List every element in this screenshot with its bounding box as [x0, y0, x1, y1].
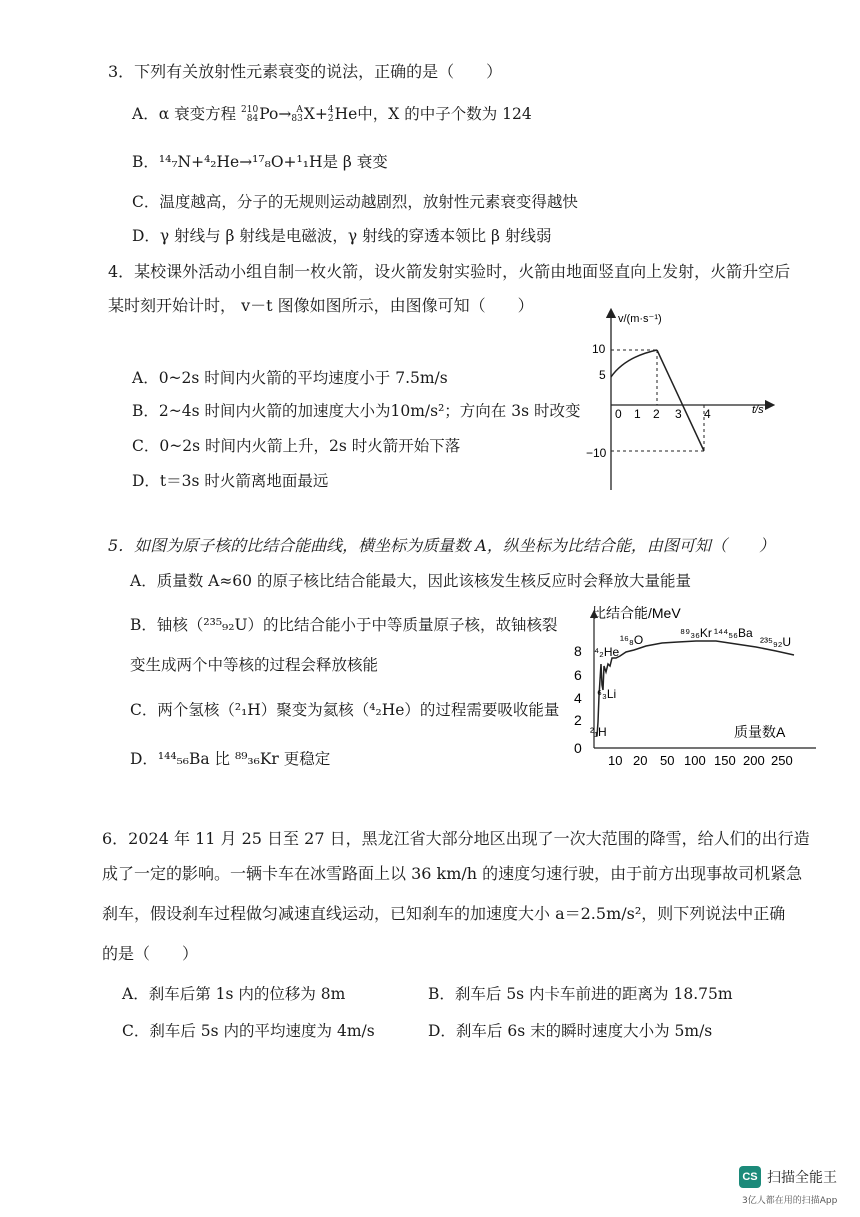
q6-stem-line1: 6．2024 年 11 月 25 日至 27 日，黑龙江省大部分地区出现了一次大范围的降雪，给人们的出行造 — [102, 829, 810, 848]
be-label-u: ²³⁵₉₂U — [760, 635, 792, 649]
q3-option-a: A．α 衰变方程 210 84 Po→ A 83 X+ 4 2 He中，X 的中子个数为 124 — [132, 105, 532, 124]
be-ylabel: 比结合能/MeV — [592, 605, 681, 621]
vt-xtick-1: 1 — [634, 407, 641, 421]
be-label-li: ⁶₃Li — [597, 687, 617, 701]
q6-option-d: D．刹车后 6s 末的瞬时速度大小为 5m/s — [428, 1022, 713, 1040]
q4-option-b: B．2~4s 时间内火箭的加速度大小为10m/s²；方向在 3s 时改变 — [132, 402, 581, 420]
be-ytick-8: 8 — [574, 643, 582, 659]
camscanner-logo-icon: CS — [739, 1166, 761, 1188]
be-xtick-200: 200 — [743, 753, 765, 768]
q3-option-d: D．γ 射线与 β 射线是电磁波，γ 射线的穿透本领比 β 射线弱 — [132, 227, 552, 245]
vt-xtick-0: 0 — [615, 407, 622, 421]
be-ytick-6: 6 — [574, 667, 582, 683]
q3-option-c: C．温度越高，分子的无规则运动越剧烈，放射性元素衰变得越快 — [132, 193, 578, 211]
be-label-o: ¹⁶₈O — [620, 633, 644, 647]
q6-stem-line3: 刹车，假设刹车过程做匀减速直线运动，已知刹车的加速度大小 a＝2.5m/s²，则下列说法中正确 — [102, 904, 786, 923]
q5-option-d: D．¹⁴⁴₅₆Ba 比 ⁸⁹₃₆Kr 更稳定 — [130, 750, 331, 768]
vt-ylabel: v/(m·s⁻¹) — [618, 313, 662, 325]
q5-option-c: C．两个氢核（²₁H）聚变为氦核（⁴₂He）的过程需要吸收能量 — [130, 701, 560, 719]
vt-curve-0-2 — [611, 350, 657, 377]
vt-ytick-neg10: −10 — [586, 446, 607, 460]
vt-xtick-2: 2 — [653, 407, 660, 421]
q6-option-b: B．刹车后 5s 内卡车前进的距离为 18.75m — [428, 985, 733, 1003]
q6-stem-line4: 的是（ ） — [102, 944, 199, 963]
vt-xtick-3: 3 — [675, 407, 682, 421]
be-label-kr: ⁸⁹₃₆Kr — [680, 626, 712, 640]
camscanner-name: 扫描全能王 — [767, 1170, 837, 1186]
be-label-ba: ¹⁴⁴₅₆Ba — [714, 626, 753, 640]
be-xtick-150: 150 — [714, 753, 736, 768]
q6-option-a: A．刹车后第 1s 内的位移为 8m — [122, 985, 346, 1003]
q4-option-d: D．t＝3s 时火箭离地面最远 — [132, 472, 329, 490]
be-ytick-0: 0 — [574, 740, 582, 756]
camscanner-tagline: 3亿人都在用的扫描App — [742, 1196, 838, 1206]
be-xlabel: 质量数A — [734, 724, 786, 740]
be-label-he: ⁴₂He — [594, 645, 620, 659]
vt-graph — [580, 305, 780, 495]
be-ytick-4: 4 — [574, 690, 582, 706]
be-xtick-20: 20 — [633, 753, 648, 768]
camscanner-watermark — [739, 1166, 837, 1188]
be-ytick-2: 2 — [574, 712, 582, 728]
be-xtick-50: 50 — [660, 753, 675, 768]
q4-option-a: A．0~2s 时间内火箭的平均速度小于 7.5m/s — [132, 369, 448, 387]
be-label-h: ²₁H — [590, 725, 607, 739]
binding-energy-chart — [566, 600, 826, 772]
be-xtick-250: 250 — [771, 753, 793, 768]
be-curve — [597, 641, 794, 736]
vt-xlabel: t/s — [752, 404, 764, 416]
vt-line-2-4 — [657, 350, 704, 451]
q6-option-c: C．刹车后 5s 内的平均速度为 4m/s — [122, 1022, 375, 1040]
q3-stem: 3．下列有关放射性元素衰变的说法，正确的是（ ） — [108, 62, 503, 81]
be-xtick-100: 100 — [684, 753, 706, 768]
q4-stem-line1: 4．某校课外活动小组自制一枚火箭，设火箭发射实验时，火箭由地面竖直向上发射，火箭升空后 — [108, 262, 791, 281]
vt-xtick-4: 4 — [704, 407, 711, 421]
q6-stem-line2: 成了一定的影响。一辆卡车在冰雪路面上以 36 km/h 的速度匀速行驶，由于前方出现事故司机紧急 — [102, 864, 803, 883]
q5-stem: 5．如图为原子核的比结合能曲线，横坐标为质量数 A，纵坐标为比结合能，由图可知（ ） — [108, 536, 775, 555]
q3-option-b: B．¹⁴₇N+⁴₂He→¹⁷₈O+¹₁H是 β 衰变 — [132, 153, 388, 171]
q4-stem-line2: 某时刻开始计时， v－t 图像如图所示，由图像可知（ ） — [108, 296, 534, 315]
q4-option-c: C．0~2s 时间内火箭上升，2s 时火箭开始下落 — [132, 437, 461, 455]
vt-ytick-5: 5 — [599, 368, 606, 382]
vt-ytick-10: 10 — [592, 342, 606, 356]
be-xtick-10: 10 — [608, 753, 623, 768]
q5-option-a: A．质量数 A≈60 的原子核比结合能最大，因此该核发生核反应时会释放大量能量 — [130, 572, 691, 590]
q5-option-b-line2: 变生成两个中等核的过程会释放核能 — [130, 656, 379, 674]
q5-option-b-line1: B．铀核（²³⁵₉₂U）的比结合能小于中等质量原子核，故铀核裂 — [130, 616, 558, 634]
